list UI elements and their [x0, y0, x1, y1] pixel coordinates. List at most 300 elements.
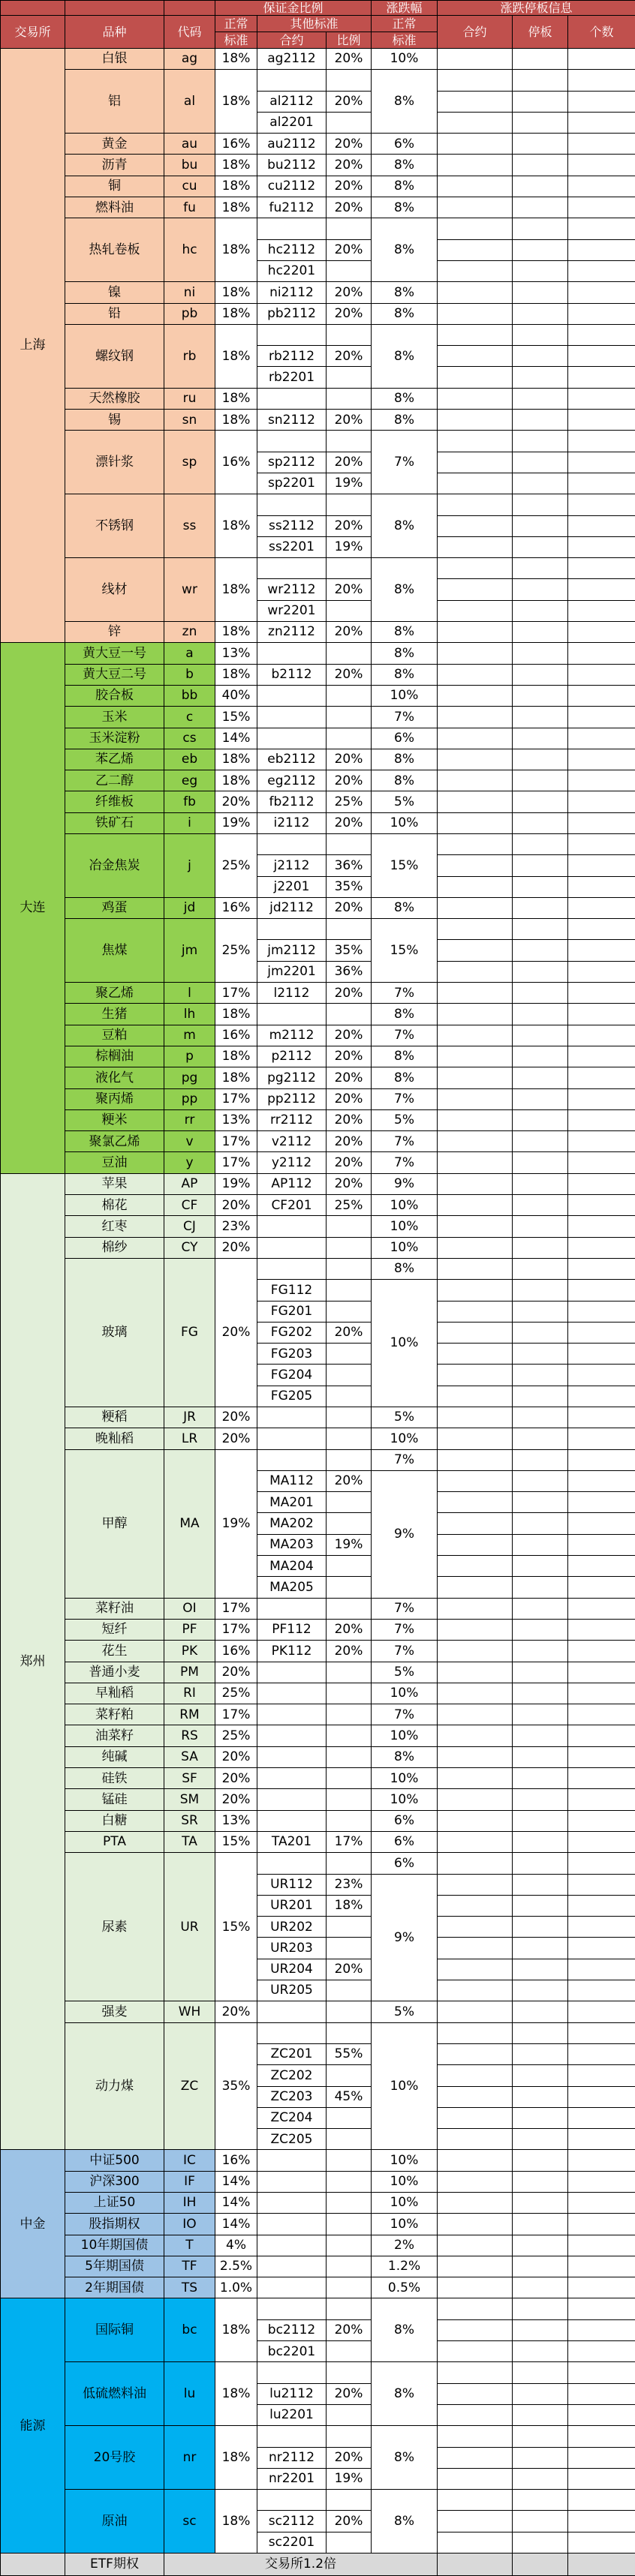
other-ratio-cell: 20%	[327, 346, 372, 367]
limit-standard-cell: 10%	[372, 2022, 438, 2150]
halt-board-cell	[513, 1959, 568, 1980]
other-contract-cell	[257, 1683, 327, 1704]
halt-board-cell	[513, 1280, 568, 1301]
margin-standard-cell: 16%	[215, 897, 257, 918]
table-row	[1, 770, 635, 791]
code-cell: MA	[164, 1449, 215, 1598]
variety-cell: 漂针浆	[65, 431, 164, 494]
variety-cell: 上证50	[65, 2192, 164, 2213]
limit-normal-header: 正常	[372, 16, 438, 32]
halt-contract-cell	[438, 919, 513, 940]
halt-count-cell	[568, 260, 635, 281]
halt-board-cell	[513, 70, 568, 91]
other-ratio-cell: 20%	[327, 134, 372, 155]
other-contract-cell: fu2112	[257, 197, 327, 218]
header-blank-2	[65, 1, 164, 16]
margin-standard-cell: 19%	[215, 1173, 257, 1194]
margin-standard-cell: 18%	[215, 410, 257, 431]
variety-cell: 红枣	[65, 1216, 164, 1237]
other-ratio-cell: 20%	[327, 515, 372, 536]
table-row	[1, 134, 635, 155]
halt-board-cell	[513, 558, 568, 579]
halt-board-cell	[513, 1004, 568, 1025]
code-cell: UR	[164, 1853, 215, 2001]
other-ratio-cell: 19%	[327, 473, 372, 494]
code-cell: eb	[164, 749, 215, 770]
halt-count-cell	[568, 2447, 635, 2468]
other-ratio-cell: 19%	[327, 2468, 372, 2489]
other-contract-cell: cu2112	[257, 176, 327, 197]
halt-contract-cell	[438, 1067, 513, 1088]
margin-standard-cell: 18%	[215, 494, 257, 558]
other-ratio-cell: 25%	[327, 791, 372, 812]
other-ratio-cell	[327, 1004, 372, 1025]
margin-standard-cell: 18%	[215, 1004, 257, 1025]
margin-standard-cell: 14%	[215, 2214, 257, 2235]
other-contract-cell: sp2201	[257, 473, 327, 494]
other-ratio-cell: 35%	[327, 876, 372, 897]
other-contract-cell: UR202	[257, 1917, 327, 1938]
other-ratio-cell: 20%	[327, 579, 372, 600]
halt-count-cell	[568, 919, 635, 940]
limit-standard-cell: 7%	[372, 1449, 438, 1470]
limit-standard-cell: 2%	[372, 2235, 438, 2256]
other-contract-cell: lu2201	[257, 2404, 327, 2425]
code-cell: RS	[164, 1725, 215, 1746]
halt-count-cell	[568, 1874, 635, 1895]
halt-count-cell	[568, 494, 635, 515]
limit-group-header: 涨跌幅	[372, 1, 438, 16]
halt-board-cell	[513, 324, 568, 345]
other-ratio-cell	[327, 2298, 372, 2319]
other-ratio-cell	[327, 1513, 372, 1534]
table-row	[1, 1598, 635, 1619]
variety-cell: 天然橡胶	[65, 388, 164, 409]
variety-cell: 纤维板	[65, 791, 164, 812]
halt-board-cell	[513, 2022, 568, 2043]
halt-contract-cell	[438, 2447, 513, 2468]
code-cell: SF	[164, 1768, 215, 1789]
code-cell: CJ	[164, 1216, 215, 1237]
table-row	[1, 1683, 635, 1704]
halt-board-cell	[513, 961, 568, 982]
halt-count-cell	[568, 1619, 635, 1640]
other-contract-cell: FG201	[257, 1301, 327, 1322]
other-ratio-cell	[327, 2150, 372, 2171]
halt-board-cell	[513, 1492, 568, 1513]
variety-cell: 股指期权	[65, 2214, 164, 2235]
halt-count-cell	[568, 1088, 635, 1109]
halt-contract-cell	[438, 197, 513, 218]
halt-contract-cell	[438, 2129, 513, 2150]
margin-standard-cell: 18%	[215, 2298, 257, 2362]
halt-contract-cell	[438, 1534, 513, 1555]
margin-standard-cell: 15%	[215, 1831, 257, 1852]
limit-standard-cell: 8%	[372, 770, 438, 791]
table-row	[1, 685, 635, 706]
exchange-cell: 郑州	[1, 1173, 65, 2150]
other-ratio-cell	[327, 1216, 372, 1237]
halt-contract-cell	[438, 1280, 513, 1301]
halt-contract-cell	[438, 1152, 513, 1173]
limit-standard-cell: 7%	[372, 431, 438, 494]
code-cell: FG	[164, 1258, 215, 1407]
code-cell: sc	[164, 2490, 215, 2553]
margin-standard-cell: 17%	[215, 1598, 257, 1619]
other-ratio-cell	[327, 2171, 372, 2192]
halt-count-cell	[568, 2298, 635, 2319]
halt-contract-cell	[438, 1088, 513, 1109]
halt-contract-cell	[438, 2107, 513, 2128]
halt-count-cell	[568, 49, 635, 70]
halt-contract-cell	[438, 1131, 513, 1152]
table-row	[1, 176, 635, 197]
halt-contract-cell	[438, 579, 513, 600]
etf-row	[1, 2553, 635, 2576]
other-ratio-cell: 20%	[327, 1322, 372, 1343]
other-ratio-cell: 20%	[327, 622, 372, 643]
halt-board-cell	[513, 1216, 568, 1237]
halt-count-cell	[568, 1152, 635, 1173]
halt-count-cell	[568, 2362, 635, 2383]
limit-standard-cell: 8%	[372, 324, 438, 388]
limit-standard-cell: 8%	[372, 897, 438, 918]
halt-board-cell	[513, 1917, 568, 1938]
halt-count-cell	[568, 239, 635, 260]
halt-count-cell	[568, 1917, 635, 1938]
variety-cell: 菜籽油	[65, 1598, 164, 1619]
halt-board-cell	[513, 1258, 568, 1279]
halt-count-cell	[568, 2107, 635, 2128]
halt-board-cell	[513, 1683, 568, 1704]
other-contract-cell: UR204	[257, 1959, 327, 1980]
variety-cell: 铝	[65, 70, 164, 134]
code-cell: PF	[164, 1619, 215, 1640]
variety-cell: 普通小麦	[65, 1662, 164, 1683]
variety-cell: 10年期国债	[65, 2235, 164, 2256]
halt-board-cell	[513, 155, 568, 176]
halt-contract-cell	[438, 1428, 513, 1449]
other-ratio-cell	[327, 260, 372, 281]
halt-board-cell	[513, 2192, 568, 2213]
halt-board-cell	[513, 1746, 568, 1767]
limit-standard-cell: 6%	[372, 728, 438, 749]
halt-count-cell	[568, 2214, 635, 2235]
other-ratio-cell: 20%	[327, 664, 372, 685]
halt-contract-cell	[438, 940, 513, 961]
other-ratio-cell	[327, 2341, 372, 2362]
halt-count-cell	[568, 2192, 635, 2213]
halt-count-cell	[568, 876, 635, 897]
other-ratio-cell	[327, 1258, 372, 1279]
variety-cell: 豆油	[65, 1152, 164, 1173]
halt-contract-cell	[438, 812, 513, 833]
halt-count-cell	[568, 1470, 635, 1491]
other-ratio-cell	[327, 2362, 372, 2383]
other-ratio-cell	[327, 728, 372, 749]
halt-contract-cell	[438, 622, 513, 643]
other-ratio-cell: 20%	[327, 749, 372, 770]
variety-cell: 甲醇	[65, 1449, 164, 1598]
other-contract-cell	[257, 2214, 327, 2235]
halt-board-cell	[513, 855, 568, 876]
variety-cell: 强麦	[65, 2001, 164, 2022]
exchange-header: 交易所	[1, 16, 65, 49]
limit-standard-cell: 9%	[372, 1874, 438, 2001]
table-row	[1, 643, 635, 664]
margin-standard-cell: 25%	[215, 1725, 257, 1746]
limit-standard-cell: 10%	[372, 1237, 438, 1258]
halt-contract-cell	[438, 239, 513, 260]
limit-standard-cell: 8%	[372, 2362, 438, 2426]
halt-count-cell	[568, 1004, 635, 1025]
limit-standard-cell: 10%	[372, 2192, 438, 2213]
limit-standard-cell: 5%	[372, 1662, 438, 1683]
halt-board-cell	[513, 983, 568, 1004]
halt-contract-cell	[438, 1301, 513, 1322]
other-ratio-cell	[327, 558, 372, 579]
halt-board-cell	[513, 388, 568, 409]
other-contract-cell: rb2201	[257, 367, 327, 388]
other-contract-cell	[257, 2256, 327, 2277]
code-cell: j	[164, 833, 215, 897]
variety-cell: 白银	[65, 49, 164, 70]
halt-board-cell	[513, 1704, 568, 1725]
table-row	[1, 2277, 635, 2298]
other-contract-cell: wr2201	[257, 600, 327, 621]
other-contract-cell	[257, 2277, 327, 2298]
other-ratio-cell	[327, 324, 372, 345]
margin-standard-cell: 20%	[215, 1768, 257, 1789]
code-cell: bb	[164, 685, 215, 706]
halt-board-cell	[513, 1428, 568, 1449]
halt-count-cell	[568, 410, 635, 431]
table-row	[1, 1746, 635, 1767]
other-contract-cell: TA201	[257, 1831, 327, 1852]
other-contract-cell: UR203	[257, 1938, 327, 1959]
variety-cell: 聚乙烯	[65, 983, 164, 1004]
header-blank-1	[1, 1, 65, 16]
variety-cell: 短纤	[65, 1619, 164, 1640]
halt-count-cell	[568, 728, 635, 749]
halt-count-cell	[568, 1386, 635, 1407]
other-contract-cell: PF112	[257, 1619, 327, 1640]
halt-contract-cell	[438, 685, 513, 706]
other-contract-cell: eb2112	[257, 749, 327, 770]
halt-contract-cell	[438, 2490, 513, 2511]
other-ratio-cell	[327, 2256, 372, 2277]
code-cell: fb	[164, 791, 215, 812]
variety-cell: 锌	[65, 622, 164, 643]
halt-board-cell	[513, 1301, 568, 1322]
halt-count-cell	[568, 2468, 635, 2489]
table-row	[1, 791, 635, 812]
halt-count-cell	[568, 2532, 635, 2553]
halt-board-cell	[513, 1619, 568, 1640]
halt-contract-cell	[438, 558, 513, 579]
table-row	[1, 1725, 635, 1746]
other-ratio-cell: 36%	[327, 961, 372, 982]
etf-halt-cell	[568, 2553, 635, 2576]
table-row	[1, 1704, 635, 1725]
code-cell: p	[164, 1046, 215, 1067]
other-contract-cell: MA112	[257, 1470, 327, 1491]
table-row	[1, 1025, 635, 1046]
other-ratio-cell	[327, 494, 372, 515]
other-ratio-cell: 20%	[327, 91, 372, 112]
limit-standard-cell: 8%	[372, 664, 438, 685]
margin-standard-cell: 16%	[215, 134, 257, 155]
halt-count-cell	[568, 197, 635, 218]
other-ratio-cell	[327, 1237, 372, 1258]
margin-standard-cell: 18%	[215, 176, 257, 197]
other-contract-cell	[257, 2298, 327, 2319]
halt-count-cell	[568, 558, 635, 579]
other-ratio-cell	[327, 600, 372, 621]
table-row	[1, 1449, 635, 1470]
variety-cell: 乙二醇	[65, 770, 164, 791]
exchange-cell: 大连	[1, 643, 65, 1173]
other-ratio-cell	[327, 1344, 372, 1365]
other-contract-cell: al2201	[257, 112, 327, 133]
code-cell: jd	[164, 897, 215, 918]
variety-cell: 铁矿石	[65, 812, 164, 833]
halt-board-cell	[513, 940, 568, 961]
halt-count-cell	[568, 1492, 635, 1513]
limit-standard-cell: 8%	[372, 1004, 438, 1025]
table-row	[1, 155, 635, 176]
table-row	[1, 410, 635, 431]
halt-board-cell	[513, 452, 568, 473]
halt-board-cell	[513, 749, 568, 770]
halt-contract-cell	[438, 983, 513, 1004]
limit-standard-cell: 8%	[372, 643, 438, 664]
other-contract-cell	[257, 1768, 327, 1789]
halt-board-cell	[513, 473, 568, 494]
other-ratio-cell	[327, 2022, 372, 2043]
limit-standard-cell: 0.5%	[372, 2277, 438, 2298]
code-cell: sp	[164, 431, 215, 494]
table-row	[1, 1619, 635, 1640]
code-cell: SR	[164, 1810, 215, 1831]
halt-count-cell	[568, 1980, 635, 2001]
code-cell: WH	[164, 2001, 215, 2022]
halt-count-cell	[568, 1109, 635, 1130]
other-ratio-cell	[327, 2277, 372, 2298]
other-ratio-cell	[327, 2426, 372, 2447]
limit-standard-cell: 10%	[372, 1195, 438, 1216]
halt-board-cell	[513, 1109, 568, 1130]
halt-contract-cell	[438, 1768, 513, 1789]
variety-cell: 液化气	[65, 1067, 164, 1088]
margin-standard-cell: 25%	[215, 833, 257, 897]
halt-contract-cell	[438, 2341, 513, 2362]
halt-count-cell	[568, 1258, 635, 1279]
other-ratio-cell: 36%	[327, 855, 372, 876]
other-contract-cell	[257, 494, 327, 515]
other-contract-cell: al2112	[257, 91, 327, 112]
halt-count-cell	[568, 1216, 635, 1237]
other-contract-cell: p2112	[257, 1046, 327, 1067]
margin-standard-cell: 18%	[215, 49, 257, 70]
variety-cell: 2年期国债	[65, 2277, 164, 2298]
halt-count-cell	[568, 1938, 635, 1959]
margin-standard-cell: 18%	[215, 282, 257, 303]
halt-contract-cell	[438, 70, 513, 91]
limit-standard-cell: 8%	[372, 558, 438, 622]
halt-count-cell	[568, 1725, 635, 1746]
halt-contract-cell	[438, 2298, 513, 2319]
halt-board-cell	[513, 2277, 568, 2298]
other-contract-cell: jd2112	[257, 897, 327, 918]
limit-standard-cell: 9%	[372, 1470, 438, 1598]
other-contract-cell: bc2201	[257, 2341, 327, 2362]
halt-board-cell	[513, 2298, 568, 2319]
halt-board-cell	[513, 346, 568, 367]
halt-count-cell	[568, 579, 635, 600]
halt-board-cell	[513, 1725, 568, 1746]
code-cell: al	[164, 70, 215, 134]
halt-contract-cell	[438, 2532, 513, 2553]
other-contract-cell: ZC202	[257, 2065, 327, 2086]
halt-contract-cell	[438, 1258, 513, 1279]
halt-count-cell	[568, 685, 635, 706]
variety-cell: 螺纹钢	[65, 324, 164, 388]
halt-count-cell	[568, 2319, 635, 2340]
halt-count-cell	[568, 134, 635, 155]
code-cell: RI	[164, 1683, 215, 1704]
etf-halt-cell	[438, 2553, 513, 2576]
halt-count-cell	[568, 536, 635, 557]
margin-standard-cell: 18%	[215, 622, 257, 643]
other-ratio-cell: 55%	[327, 2043, 372, 2064]
margin-standard-cell: 20%	[215, 1407, 257, 1428]
other-contract-cell: FG204	[257, 1365, 327, 1386]
variety-cell: 生猪	[65, 1004, 164, 1025]
limit-standard-cell: 10%	[372, 1280, 438, 1407]
margin-standard-cell: 17%	[215, 1704, 257, 1725]
halt-count-cell	[568, 791, 635, 812]
code-cell: CF	[164, 1195, 215, 1216]
limit-standard-cell: 10%	[372, 1216, 438, 1237]
exchange-cell: 中金	[1, 2150, 65, 2298]
other-contract-cell: wr2112	[257, 579, 327, 600]
halt-board-cell	[513, 536, 568, 557]
other-contract-cell: jm2112	[257, 940, 327, 961]
variety-cell: 鸡蛋	[65, 897, 164, 918]
limit-standard-cell: 8%	[372, 197, 438, 218]
code-cell: v	[164, 1131, 215, 1152]
variety-cell: 黄大豆一号	[65, 643, 164, 664]
halt-count-cell	[568, 1237, 635, 1258]
code-cell: nr	[164, 2426, 215, 2490]
halt-contract-cell	[438, 2277, 513, 2298]
other-ratio-cell: 20%	[327, 1131, 372, 1152]
code-cell: JR	[164, 1407, 215, 1428]
code-cell: rr	[164, 1109, 215, 1130]
other-ratio-cell	[327, 1386, 372, 1407]
halt-board-cell	[513, 1407, 568, 1428]
halt-board-cell	[513, 643, 568, 664]
other-ratio-cell	[327, 1980, 372, 2001]
other-contract-cell: sp2112	[257, 452, 327, 473]
halt-contract-cell	[438, 2383, 513, 2404]
halt-count-cell	[568, 1746, 635, 1767]
other-contract-cell	[257, 919, 327, 940]
table-row	[1, 622, 635, 643]
halt-contract-cell	[438, 855, 513, 876]
halt-contract-cell	[438, 2511, 513, 2532]
